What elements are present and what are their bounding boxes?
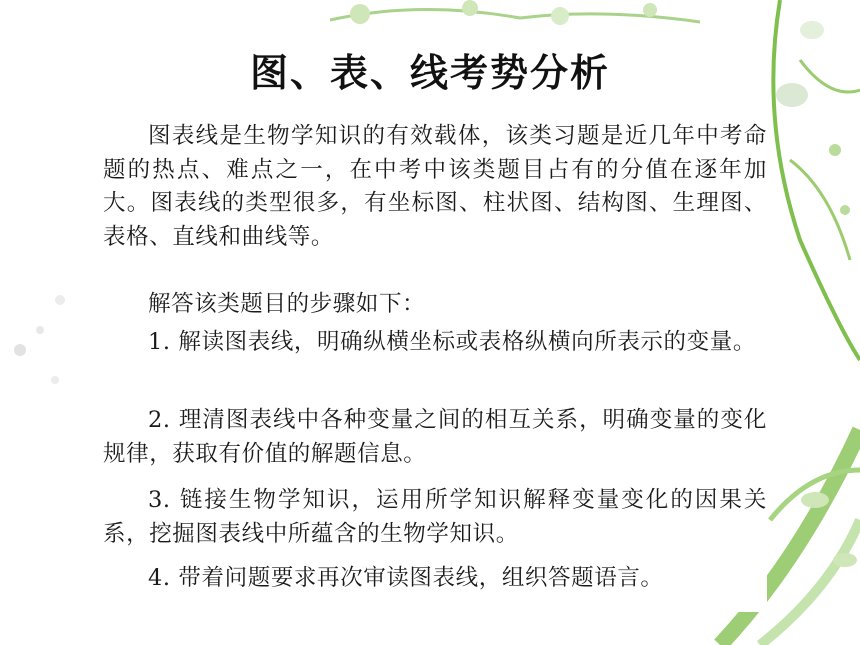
steps-heading: 解答该类题目的步骤如下：: [148, 291, 426, 317]
step-item: 3. 链接生物学知识，运用所学知识解释变量变化的因果关系，挖掘图表线中所蕴含的生物学知识。: [103, 487, 767, 547]
step-item: 2. 理清图表线中各种变量之间的相互关系，明确变量的变化规律，获取有价值的解题信息。: [103, 407, 767, 467]
step-item: 1. 解读图表线，明确纵横坐标或表格纵横向所表示的变量。: [148, 329, 756, 355]
page-title: 图、表、线考势分析: [249, 51, 610, 95]
intro-paragraph: 图表线是生物学知识的有效载体，该类习题是近几年中考命题的热点、难点之一，在中考中该类题目占有的分值在逐年加大。图表线的类型很多，有坐标图、柱状图、结构图、生理图、表格、直线和曲线等。: [103, 123, 767, 250]
step-item: 4. 带着问题要求再次审读图表线，组织答题语言。: [148, 565, 664, 591]
article-panel: [93, 30, 767, 612]
